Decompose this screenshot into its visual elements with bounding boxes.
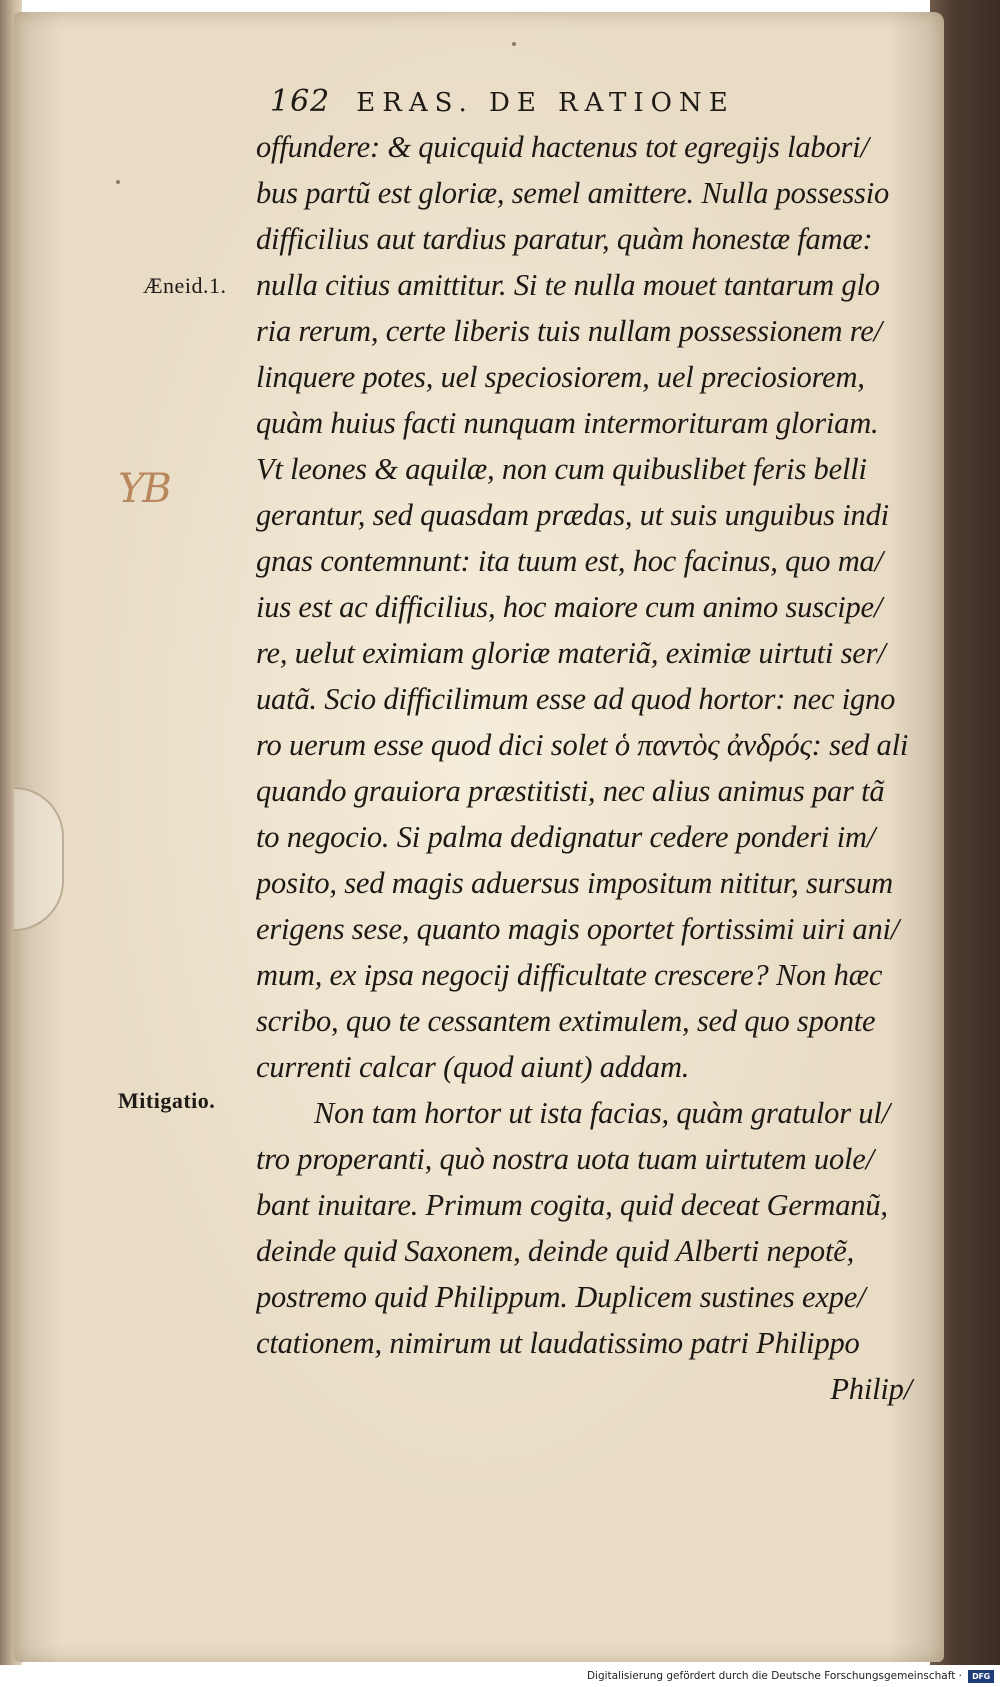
text-line: ctationem, nimirum ut laudatissimo patri Philippo [256,1326,860,1360]
text-line: quàm huius facti nunquam intermorituram gloriam. [256,406,879,440]
text-line: bus partũ est gloriæ, semel amittere. Nulla possessio [256,176,890,210]
manuscript-mark: YB [118,466,170,512]
page-number: 162 [270,84,331,119]
text-line: ro uerum esse quod dici solet ὁ παντὸς ἀνδρός: sed ali [256,728,909,762]
dfg-logo: DFG [968,1670,994,1683]
text-line: currenti calcar (quod aiunt) addam. [256,1050,690,1084]
text-line: tro properanti, quò nostra uota tuam uirtutem uole/ [256,1142,874,1176]
body-text [256,124,942,1412]
text-line: deinde quid Saxonem, deinde quid Alberti nepotẽ, [256,1234,855,1268]
page-speck [116,180,120,184]
text-line: offundere: & quicquid hactenus tot egregijs labori/ [256,130,869,164]
text-line: erigens sese, quanto magis oportet fortissimi uiri ani/ [256,912,900,946]
text-line: linquere potes, uel speciosiorem, uel preciosiorem, [256,360,865,394]
footer-credit: Digitalisierung gefördert durch die Deutsche Forschungsgemeinschaft · [586,1670,962,1682]
text-line: bant inuitare. Primum cogita, quid deceat Germanũ, [256,1188,888,1222]
paragraph-start-line: Non tam hortor ut ista facias, quàm gratulor ul/ [314,1096,890,1130]
margin-note-mitigatio: Mitigatio. [118,1088,216,1113]
text-line: difficilius aut tardius paratur, quàm honestæ famæ: [256,222,873,256]
text-line: to negocio. Si palma dedignatur cedere ponderi im/ [256,820,876,854]
text-line: ius est ac difficilius, hoc maiore cum animo suscipe/ [256,590,883,624]
text-line: mum, ex ipsa negocij difficultate crescere? Non hæc [256,958,883,992]
text-line: gerantur, sed quasdam prædas, ut suis unguibus indi [256,498,889,532]
text-line: ria rerum, certe liberis tuis nullam possessionem re/ [256,314,882,348]
text-line: uatã. Scio difficilimum esse ad quod hortor: nec igno [256,682,896,716]
text-line: scribo, quo te cessantem extimulem, sed quo sponte [256,1004,876,1038]
text-line: postremo quid Philippum. Duplicem sustines expe/ [256,1280,866,1314]
margin-note-aeneid: Æneid.1. [143,273,227,298]
text-line: Vt leones & aquilæ, non cum quibuslibet feris belli [256,452,867,486]
running-head [270,84,870,124]
text-line: re, uelut eximiam gloriæ materiã, eximiæ uirtuti ser/ [256,636,886,670]
catchword: Philip/ [830,1372,912,1406]
running-title: ERAS. DE RATIONE [356,88,735,118]
text-line: nulla citius amittitur. Si te nulla mouet tantarum glo [256,268,880,302]
page-speck [512,42,516,46]
page-clip-shadow [14,787,64,931]
text-line: gnas contemnunt: ita tuum est, hoc facinus, quo ma/ [256,544,883,578]
digitization-footer [0,1665,1000,1687]
text-line: quando grauiora præstitisti, nec alius animus par tã [256,774,885,808]
text-line: posito, sed magis aduersus impositum nititur, sursum [256,866,893,900]
